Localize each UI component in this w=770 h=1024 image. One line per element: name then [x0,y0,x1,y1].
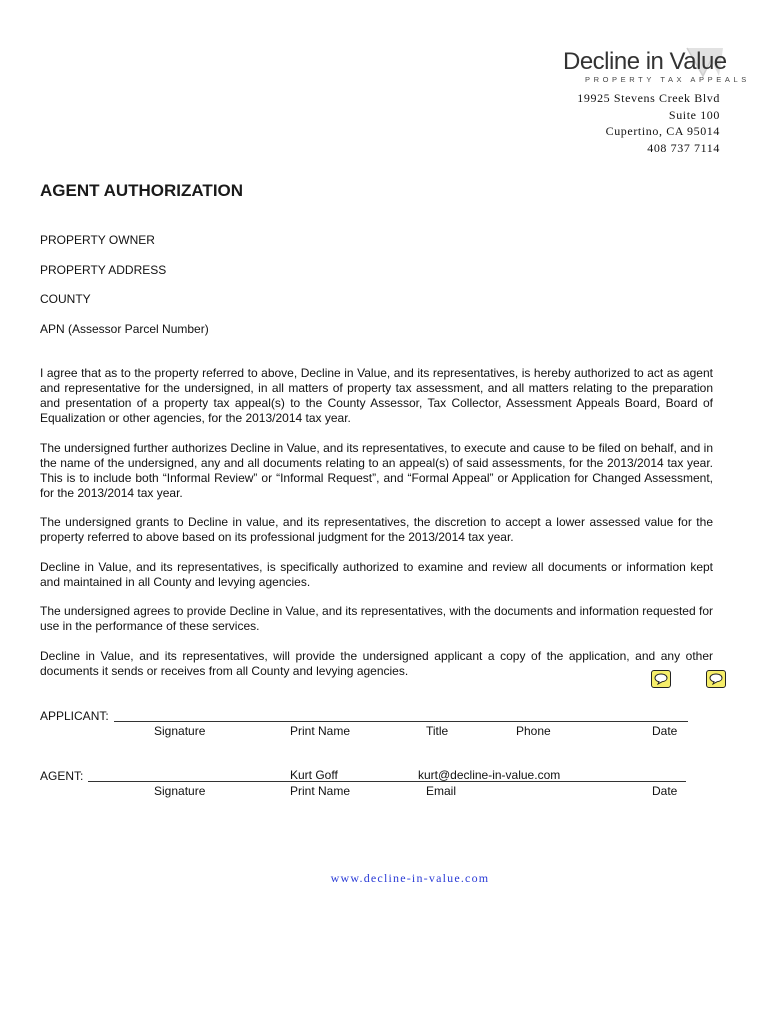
paragraph-documents: The undersigned agrees to provide Decline in Value, and its representatives, with the documents and information requested for use in the performance of these services. [40,604,713,633]
address-suite: Suite 100 [668,107,720,122]
paragraph-copy: Decline in Value, and its representatives, will provide the undersigned applicant a copy of the application, and any other documents it sends or receives from all County and levying agencies. [40,649,713,678]
paragraph-discretion: The undersigned grants to Decline in value, and its representatives, the discretion to accept a lower assessed value for the property referred to above based on its professional judgment for the 2013/2014 tax year. [40,515,713,544]
agent-email-caption: Email [426,784,457,798]
website-link[interactable]: www.decline-in-value.com [330,871,490,885]
agent-date-caption: Date [652,784,678,798]
paragraph-filing: The undersigned further authorizes Decline in Value, and its representatives, to execute and cause to be filed on behalf, and in the name of the undersigned, any and all documents relating to an appeal(s) of said assessments, for the 2013/2014 tax year. This is to include both “Informal Review” or “Informal Request”, and “Formal Appeal” or Application for Changed Assessment, for the 2013/2014 tax year. [40,441,713,500]
address-street: 19925 Stevens Creek Blvd [577,91,720,105]
county-label: COUNTY [40,292,91,306]
apn-label: APN (Assessor Parcel Number) [40,322,209,336]
applicant-print-name-caption: Print Name [290,724,351,738]
agent-signature-caption: Signature [154,784,206,798]
applicant-phone-caption: Phone [516,724,551,738]
speech-bubble-icon [709,673,723,685]
company-address [577,90,720,156]
comment-annotation-2[interactable] [706,670,726,688]
paragraph-review: Decline in Value, and its representatives, is specifically authorized to examine and review all documents or information kept and maintained in all County and levying agencies. [40,560,713,589]
property-owner-label: PROPERTY OWNER [40,233,155,247]
agent-label: AGENT: [40,769,84,783]
agent-name-value: Kurt Goff [290,768,338,782]
company-logo [563,48,750,90]
applicant-title-caption: Title [426,724,449,738]
address-city: Cupertino, CA 95014 [605,124,720,138]
agent-print-name-caption: Print Name [290,784,351,798]
applicant-signature-caption: Signature [154,724,206,738]
agent-signature-line[interactable] [88,781,686,782]
property-address-label: PROPERTY ADDRESS [40,263,167,277]
paragraph-authorization: I agree that as to the property referred to above, Decline in Value, and its representatives, is hereby authorized to act as agent and representative for the undersigned, in all matters of property tax assessment, and all matters relating to the preparation and presentation of a property tax appeal(s) to the County Assessor, Tax Collector, Assessment Appeals Board, Board of Equalization or other agencies, for the 2013/2014 tax year. [40,366,713,425]
address-phone: 408 737 7114 [647,140,720,155]
applicant-label: APPLICANT: [40,709,109,723]
speech-bubble-icon [654,673,668,685]
comment-annotation-1[interactable] [651,670,671,688]
agent-email-value: kurt@decline-in-value.com [418,768,561,782]
document-title: AGENT AUTHORIZATION [40,181,244,200]
logo-name: Decline in Value [563,48,727,75]
applicant-date-caption: Date [652,724,678,738]
applicant-signature-line[interactable] [114,721,688,722]
logo-tagline: PROPERTY TAX APPEALS [585,75,750,84]
